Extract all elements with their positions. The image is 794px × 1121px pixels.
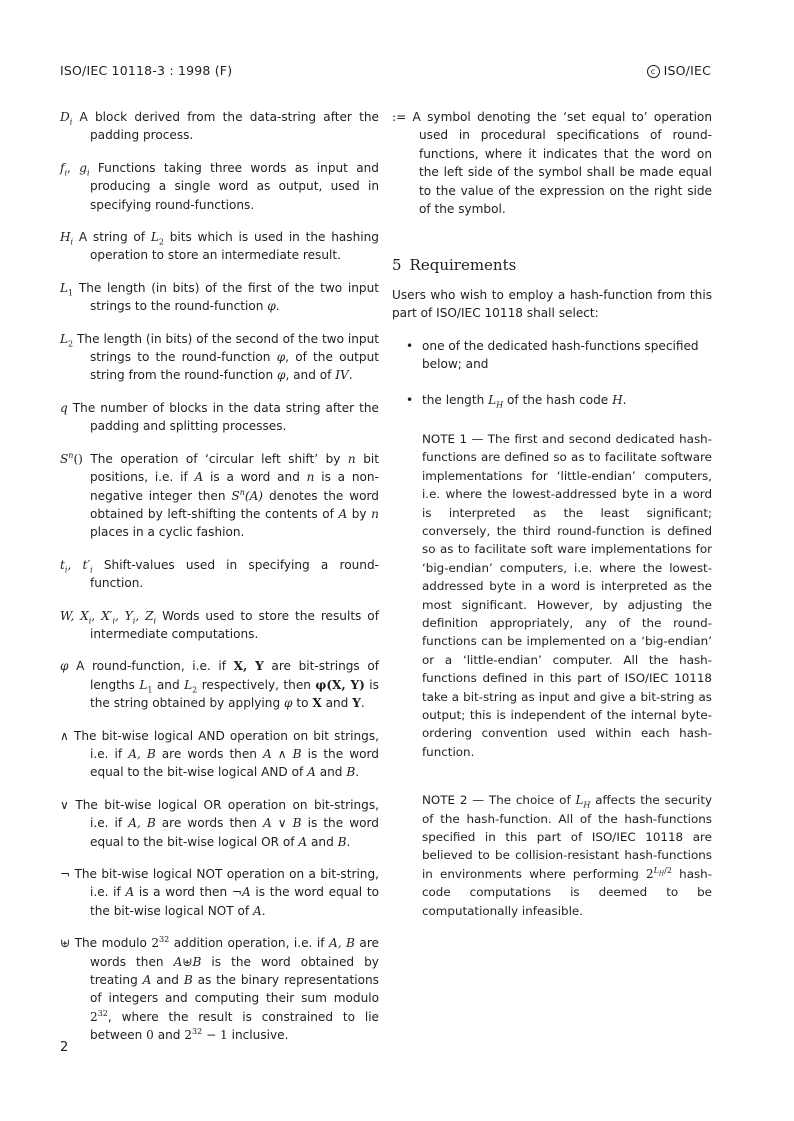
definition-item: ∨ The bit-wise logical OR operation on bit-strings, i.e. if A, B are words then A ∨ B is the word equal to the bit-wise logical OR of A and B. xyxy=(60,797,379,849)
list-item: • the length $L_H$ of the hash code H. xyxy=(406,393,627,410)
running-header-left: ISO/IEC 10118-3 : 1998 (F) xyxy=(60,63,233,78)
definition-item: φ A round-function, i.e. if X, Y are bit-strings of lengths $L_1$ and $L_2$ respectively, then φ(X, Y) is the string obtained by applying φ to X and Y. xyxy=(60,659,379,711)
definition-item: $f_i$, $g_i$ Functions taking three words as input and producing a single word as output, used in specifying round-functions. xyxy=(60,160,379,212)
definition-item: $S^n()$ The operation of ‘circular left shift’ by n bit positions, i.e. if A is a word and n is a non-negative integer then $S^n(A)$ denotes the word obtained by left-shifting the contents of A by n places in a cyclic fashion. xyxy=(60,450,379,540)
copyright-holder: ISO/IEC xyxy=(663,63,711,78)
note-2: NOTE 2 — The choice of $L_H$ affects the security of the hash-function. All of the hash-functions specified in this part of ISO/IEC 10118 are believed to be collision-resistant hash-functions in environments where performing $2^{L_H/2}$ hash-code computations is deemed to be computationally infeasible. xyxy=(422,793,713,918)
bullet-icon: • xyxy=(406,393,414,408)
bullet-icon: • xyxy=(406,338,414,353)
definition-item: $H_i$ A string of $L_2$ bits which is used in the hashing operation to store an intermediate result. xyxy=(60,230,379,263)
requirements-column xyxy=(392,108,712,920)
requirements-list xyxy=(392,337,712,410)
definition-item: q The number of blocks in the data string after the padding and splitting processes. xyxy=(60,400,379,434)
section-intro: Users who wish to employ a hash-function from this part of ISO/IEC 10118 shall select: xyxy=(392,287,712,321)
definition-item: ∧ The bit-wise logical AND operation on bit strings, i.e. if A, B are words then A ∧ B is the word equal to the bit-wise logical AND of A and B. xyxy=(60,728,379,780)
running-header-right xyxy=(647,63,711,78)
assignment-definition: := A symbol denoting the ‘set equal to’ operation used in procedural specifications of round-functions, where it indicates that the word on the left side of the symbol shall be made equal to the value of the expression on the right side of the symbol. xyxy=(392,110,712,217)
page-number: 2 xyxy=(60,1040,69,1055)
note-1: NOTE 1 — The first and second dedicated hash-functions are defined so as to facilitate software implementations for ‘little-endian’ computers, i.e. where the lowest-addressed byte in a word is interpreted as the least significant; conversely, the third round-function is defined so as to facilitate soft ware implementations for ‘big-endian’ computers, i.e. where the lowest-addressed byte in a word is interpreted as the most significant. However, by adjusting the definition appropriately, any of the round-functions can be implemented on a ‘big-endian’ or a ‘little-endian’ computer. All the hash-functions defined in this part of ISO/IEC 10118 take a bit-string as input and give a bit-string as output; this is independent of the internal byte-ordering convention used within each hash-function. xyxy=(422,431,712,759)
definition-item: $L_1$ The length (in bits) of the first of the two input strings to the round-function φ. xyxy=(60,280,379,314)
definition-item: $L_2$ The length (in bits) of the second of the two input strings to the round-function φ, of the output string from the round-function φ, and of IV. xyxy=(60,331,379,383)
definition-item: W, $X_i$, $X'_i$, $Y_i$, $Z_i$ Words used to store the results of intermediate computations. xyxy=(60,608,379,641)
copyright-icon: c xyxy=(647,65,660,78)
definition-item: ⊎ The modulo $2^{32}$ addition operation, i.e. if A, B are words then A⊎B is the word obtained by treating A and B as the binary representations of integers and computing their sum modulo $2^{32}$, where the result is constrained to lie between 0 and $2^{32} - 1$ inclusive. xyxy=(60,935,379,1043)
definition-item: ¬ The bit-wise logical NOT operation on a bit-string, i.e. if A is a word then ¬A is the word equal to the bit-wise logical NOT of A. xyxy=(60,867,379,918)
definition-item: $t_i$, $t'_i$ Shift-values used in specifying a round-function. xyxy=(60,557,379,591)
definition-item: $D_i$ A block derived from the data-string after the padding process. xyxy=(60,110,379,143)
list-item: • one of the dedicated hash-functions specified below; and xyxy=(406,338,699,372)
section-heading: 5 Requirements xyxy=(392,256,517,275)
definitions-column xyxy=(60,108,379,1059)
